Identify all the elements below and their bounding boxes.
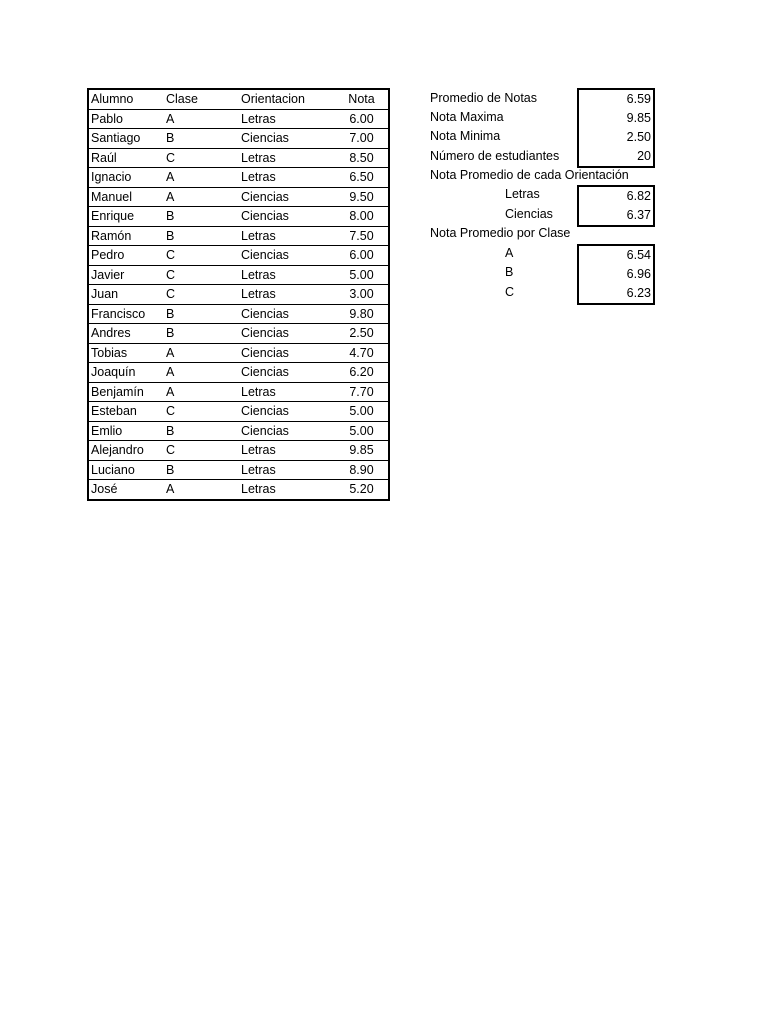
orientacion-cell: Letras <box>241 482 276 497</box>
table-row <box>88 324 389 344</box>
table-row <box>88 246 389 266</box>
nota-cell: 6.00 <box>335 246 389 266</box>
numero-estudiantes-value: 20 <box>577 147 655 168</box>
orientacion-cell: Letras <box>239 109 335 129</box>
letras-label: Letras <box>505 187 540 201</box>
alumno-cell: Esteban <box>88 402 164 422</box>
alumno-cell: Ignacio <box>88 168 164 188</box>
nota-cell: 6.50 <box>335 168 389 188</box>
alumno-cell: Raúl <box>88 148 164 168</box>
header-orientacion: Orientacion <box>239 89 335 109</box>
nota-cell: 5.20 <box>349 482 374 497</box>
table-row <box>88 480 389 500</box>
clase-c-value: 6.23 <box>577 284 655 305</box>
table-row <box>88 382 389 402</box>
clase-a-label: A <box>505 246 514 260</box>
alumno-cell: Francisco <box>88 304 164 324</box>
clase-cell: B <box>164 421 239 441</box>
clase-cell: C <box>164 441 239 461</box>
nota-cell: 2.50 <box>335 324 389 344</box>
table-row <box>88 168 389 188</box>
orientacion-cell: Ciencias <box>239 402 335 422</box>
nota-cell: 5.00 <box>335 402 389 422</box>
nota-maxima-label: Nota Maxima <box>430 110 504 124</box>
clase-cell: B <box>164 460 239 480</box>
ciencias-value: 6.37 <box>577 206 655 227</box>
orientacion-cell: Letras <box>239 168 335 188</box>
clase-b-label: B <box>505 265 514 279</box>
nota-minima-label: Nota Minima <box>430 129 501 143</box>
alumno-cell: Andres <box>88 324 164 344</box>
orientacion-cell: Ciencias <box>239 246 335 266</box>
orientacion-cell: Letras <box>239 382 335 402</box>
alumno-cell: Emlio <box>88 421 164 441</box>
orientacion-heading: Nota Promedio de cada Orientación <box>430 168 629 182</box>
letras-value: 6.82 <box>577 185 655 208</box>
clase-cell: A <box>164 382 239 402</box>
nota-cell: 9.50 <box>335 187 389 207</box>
table-row <box>88 363 389 383</box>
clase-cell: C <box>164 246 239 266</box>
alumno-cell: Pablo <box>88 109 164 129</box>
orientacion-cell: Ciencias <box>239 363 335 383</box>
table-row <box>88 207 389 227</box>
nota-cell: 9.85 <box>335 441 389 461</box>
orientacion-cell: Ciencias <box>239 207 335 227</box>
table-row <box>88 343 389 363</box>
alumno-cell: Manuel <box>88 187 164 207</box>
nota-cell: 6.20 <box>335 363 389 383</box>
nota-cell: 7.00 <box>335 129 389 149</box>
nota-cell: 8.00 <box>335 207 389 227</box>
clase-b-value: 6.96 <box>577 265 655 286</box>
orientacion-cell: Ciencias <box>239 421 335 441</box>
orientacion-cell: Letras <box>239 285 335 305</box>
students-table-body <box>88 89 389 500</box>
table-row <box>88 421 389 441</box>
table-row <box>88 109 389 129</box>
clase-heading: Nota Promedio por Clase <box>430 226 571 240</box>
header-clase: Clase <box>164 89 239 109</box>
nota-cell: 5.00 <box>335 421 389 441</box>
orientacion-cell: Ciencias <box>239 343 335 363</box>
alumno-cell: Joaquín <box>88 363 164 383</box>
nota-cell: 9.80 <box>335 304 389 324</box>
table-row <box>88 304 389 324</box>
table-row <box>88 187 389 207</box>
nota-maxima-value: 9.85 <box>577 109 655 130</box>
clase-cell: C <box>164 148 239 168</box>
table-row <box>88 441 389 461</box>
promedio-notas-value: 6.59 <box>577 88 655 111</box>
clase-cell: A <box>164 109 239 129</box>
clase-cell: C <box>164 265 239 285</box>
alumno-cell: Tobias <box>88 343 164 363</box>
orientacion-cell: Ciencias <box>239 324 335 344</box>
nota-cell: 4.70 <box>335 343 389 363</box>
clase-cell: B <box>164 226 239 246</box>
numero-estudiantes-label: Número de estudiantes <box>430 149 560 163</box>
alumno-cell: Luciano <box>88 460 164 480</box>
header-alumno: Alumno <box>88 89 164 109</box>
table-row <box>88 402 389 422</box>
alumno-cell: Pedro <box>88 246 164 266</box>
clase-c-label: C <box>505 285 515 299</box>
clase-cell: B <box>164 304 239 324</box>
clase-cell: A <box>166 482 175 497</box>
nota-minima-value: 2.50 <box>577 128 655 149</box>
table-row <box>88 129 389 149</box>
nota-cell: 7.70 <box>335 382 389 402</box>
clase-cell: A <box>164 363 239 383</box>
alumno-cell: José <box>91 482 118 497</box>
nota-cell: 8.90 <box>335 460 389 480</box>
alumno-cell: Javier <box>88 265 164 285</box>
alumno-cell: Benjamín <box>88 382 164 402</box>
alumno-cell: Santiago <box>88 129 164 149</box>
table-row <box>88 148 389 168</box>
alumno-cell: Juan <box>88 285 164 305</box>
orientacion-cell: Ciencias <box>239 129 335 149</box>
nota-cell: 7.50 <box>335 226 389 246</box>
clase-cell: A <box>164 168 239 188</box>
nota-cell: 8.50 <box>335 148 389 168</box>
orientacion-cell: Ciencias <box>239 187 335 207</box>
table-row <box>88 285 389 305</box>
clase-cell: B <box>164 207 239 227</box>
orientacion-cell: Letras <box>239 265 335 285</box>
clase-cell: C <box>164 402 239 422</box>
alumno-cell: Alejandro <box>88 441 164 461</box>
clase-cell: B <box>164 324 239 344</box>
orientacion-cell: Letras <box>239 441 335 461</box>
clase-cell: C <box>164 285 239 305</box>
clase-a-value: 6.54 <box>577 244 655 267</box>
nota-cell: 3.00 <box>335 285 389 305</box>
clase-cell: A <box>164 343 239 363</box>
clase-cell: A <box>164 187 239 207</box>
table-row <box>88 265 389 285</box>
promedio-notas-label: Promedio de Notas <box>430 91 538 105</box>
table-row <box>88 226 389 246</box>
alumno-cell: Enrique <box>88 207 164 227</box>
ciencias-label: Ciencias <box>505 207 553 221</box>
alumno-cell: Ramón <box>88 226 164 246</box>
nota-cell: 5.00 <box>335 265 389 285</box>
clase-cell: B <box>164 129 239 149</box>
table-row <box>88 460 389 480</box>
students-table <box>87 88 390 501</box>
nota-cell: 6.00 <box>335 109 389 129</box>
header-nota: Nota <box>335 89 389 109</box>
orientacion-cell: Letras <box>239 226 335 246</box>
orientacion-cell: Letras <box>239 460 335 480</box>
table-header-row <box>88 89 389 109</box>
orientacion-cell: Ciencias <box>239 304 335 324</box>
orientacion-cell: Letras <box>239 148 335 168</box>
